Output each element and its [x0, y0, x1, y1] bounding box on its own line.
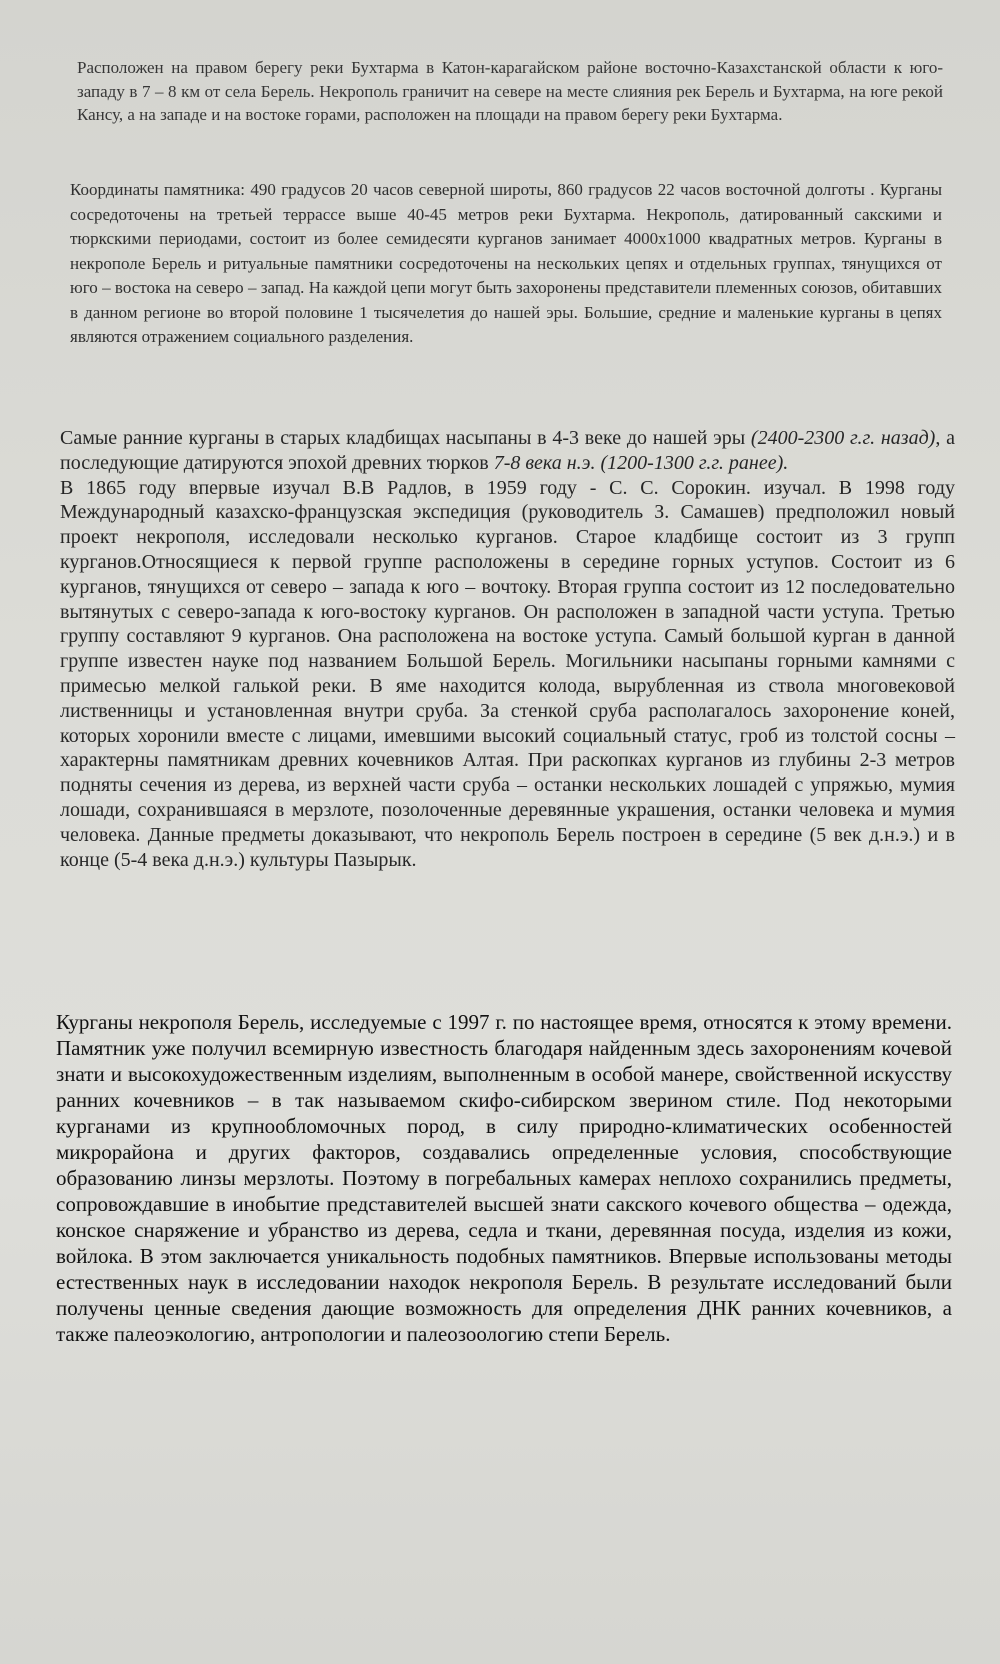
- history-date-ancient: (2400-2300 г.г. назад): [750, 427, 936, 449]
- history-date-turkic: 7-8 века н.э. (1200-1300 г.г. ранее).: [493, 451, 789, 474]
- history-research-text: В 1865 году впервые изучал В.В Радлов, в 1959 году - С. С. Сорокин. изучал. В 1998 году Международный казахско-французская экспедиция (руководитель З. Самашев) предположил новый проект некрополя, исследовали несколько курганов. Старое кладбище состоит из 3 групп курганов.Относящиеся к первой группе расположены в середине горных уступов. Состоит из 6 курганов, тянущихся от северо – запада к юго – вочтоку. Вторая группа состоит из 12 последовательно вытянутых с северо-запада к юго-востоку курганов. Он расположен в западной части уступа. Третью группу составляют 9 курганов. Она расположена на востоке уступа. Самый большой курган в данной группе известен науке под названием Большой Берель. Могильники насыпаны горными камнями с примесью мелкой галькой реки. В яме находится колода, вырубленная из ствола многовековой лиственницы и установленная внутри сруба. За стенкой сруба располагалось захоронение коней, которых хоронили вместе с лицами, имевшими высокий социальный статус, гроб из толстой сосны – характерны памятникам древних кочевников Алтая. При раскопках курганов из глубины 2-3 метров подняты сечения из дерева, из верхней части сруба – останки нескольких лошадей с упряжью, мумия лошади, сохранившаяся в мерзлоте, позолоченные деревянные украшения, останки человека и мумия человека. Данные предметы доказывают, что некрополь Берель построен в середине (5 век д.н.э.) и в конце (5-4 века д.н.э.) культуры Пазырык.: [60, 476, 955, 871]
- paragraph-significance: Курганы некрополя Берель, исследуемые с 1997 г. по настоящее время, относятся к этому времени. Памятник уже получил всемирную известность благодаря найденным здесь захоронениям кочевой знати и высокохудожественным изделиям, выполненным в особой манере, свойственной искусству ранних кочевников – в так называемом скифо-сибирском зверином стиле. Под некоторыми курганами из крупнообломочных пород, в силу природно-климатических особенностей микрорайона и других факторов, создавались определенные условия, способствующие образованию линзы мерзлоты. Поэтому в погребальных камерах неплохо сохранились предметы, сопровождавшие в инобытие представителей высшей знати сакского кочевого общества – одежда, конское снаряжение и убранство из дерева, седла и ткани, деревянная посуда, изделия из кожи, войлока. В этом заключается уникальность подобных памятников. Впервые использованы методы естественных наук в исследовании находок некрополя Берель. В результате исследований были получены ценные сведения дающие возможность для определения ДНК ранних кочевников, а также палеоэкологию, антропологии и палеозоологию степи Берель.: [56, 1010, 952, 1346]
- history-intro-text: Самые ранние курганы в старых кладбищах насыпаны в 4-3 веке до нашей эры: [60, 427, 746, 449]
- paragraph-location: Расположен на правом берегу реки Бухтарма в Катон-карагайском районе восточно-Казахстанской области к юго-западу в 7 – 8 км от села Берель. Некрополь граничит на севере на месте слияния рек Берель и Бухтарма, на юге рекой Кансу, а на западе и на востоке горами, расположен на площади на правом берегу реки Бухтарма.: [77, 58, 943, 124]
- paragraph-history: [60, 426, 955, 872]
- history-mid-text: , а последующие датируются эпохой древних тюрков: [60, 427, 955, 474]
- paragraph-coordinates: Координаты памятника: 490 градусов 20 часов северной широты, 860 градусов 22 часов восточной долготы . Курганы сосредоточены на третьей террассе выше 40-45 метров реки Бухтарма. Некрополь, датированный сакскими и тюркскими периодами, состоит из более семидесяти курганов занимает 4000х1000 квадратных метров. Курганы в некрополе Берель и ритуальные памятники сосредоточены на нескольких цепях и отдельных группах, тянущихся от юго – востока на северо – запад. На каждой цепи могут быть захоронены представители племенных союзов, обитавших в данном регионе во второй половине 1 тысячелетия до нашей эры. Большие, средние и маленькие курганы в цепях являются отражением социального разделения.: [70, 180, 942, 346]
